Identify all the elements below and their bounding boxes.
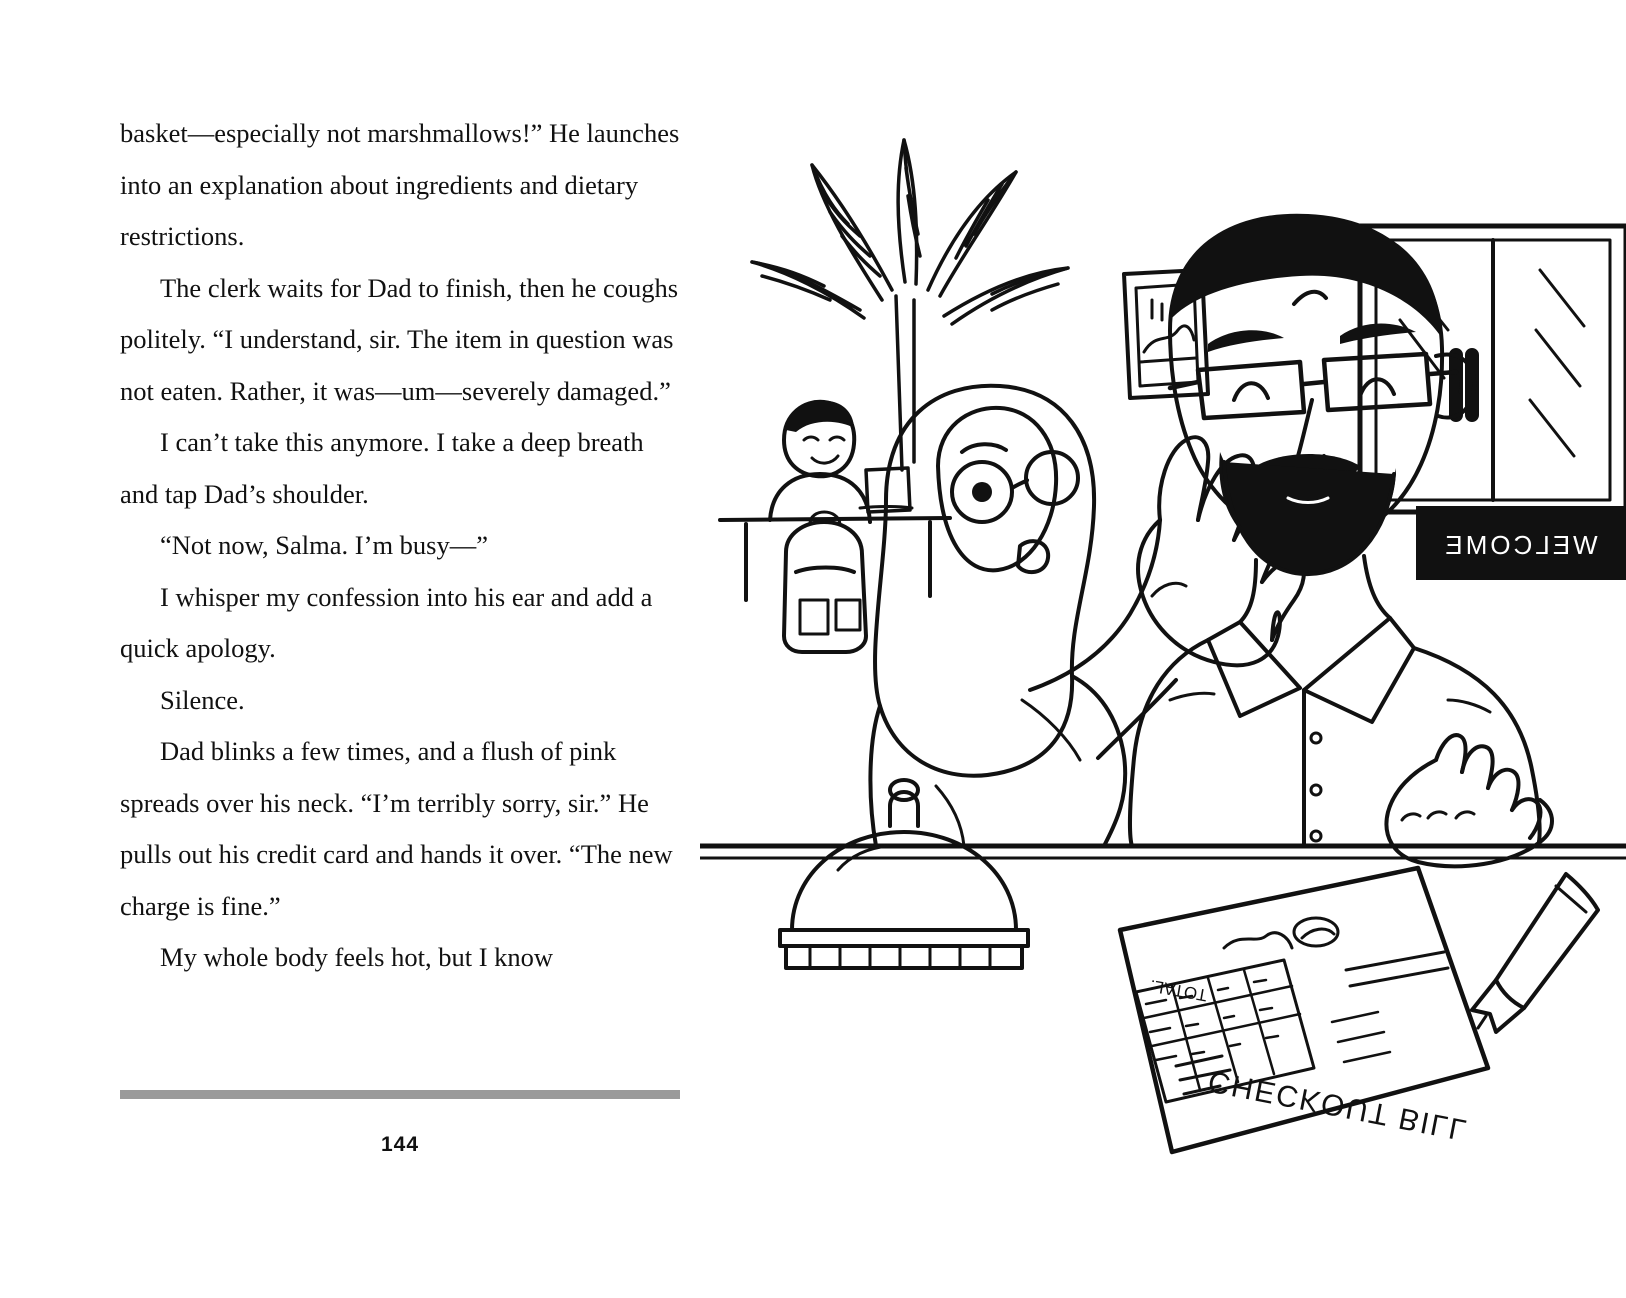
page-divider-rule <box>120 1090 680 1099</box>
svg-text:CHECKOUT BILL: CHECKOUT BILL <box>1205 1063 1471 1147</box>
paragraph: I can’t take this anymore. I take a deep breath and tap Dad’s shoulder. <box>120 427 644 509</box>
svg-text:TOTAL:: TOTAL: <box>1148 975 1209 1005</box>
girl-character <box>870 386 1303 846</box>
service-bell-icon <box>780 780 1028 968</box>
paragraph: Dad blinks a few times, and a flush of pink spreads over his neck. “I’m terribly sorry, sir.” He pulls out his credit card and hands it over. “The new charge is fine.” <box>120 736 673 921</box>
checkout-bill-paper <box>1120 868 1488 1152</box>
chapter-illustration <box>700 0 1626 1298</box>
pen-icon <box>1472 874 1598 1032</box>
body-text-column <box>120 108 680 984</box>
welcome-sign <box>1416 506 1626 580</box>
backpack-icon <box>784 512 866 652</box>
paragraph: “Not now, Salma. I’m busy—” <box>160 530 489 560</box>
page-number: 144 <box>380 1133 420 1156</box>
paragraph: basket—especially not marshmallows!” He launches into an explanation about ingredients and dietary restrictions. <box>120 118 680 251</box>
svg-text:WELCOME: WELCOME <box>1442 530 1598 560</box>
paragraph: Silence. <box>160 684 245 715</box>
paragraph: I whisper my confession into his ear and add a quick apology. <box>120 581 653 663</box>
paragraph: My whole body feels hot, but I know <box>160 942 554 972</box>
paragraph: The clerk waits for Dad to finish, then he coughs politely. “I understand, sir. The item in question was not eaten. Rather, it was—um—severely damaged.” <box>120 272 679 406</box>
